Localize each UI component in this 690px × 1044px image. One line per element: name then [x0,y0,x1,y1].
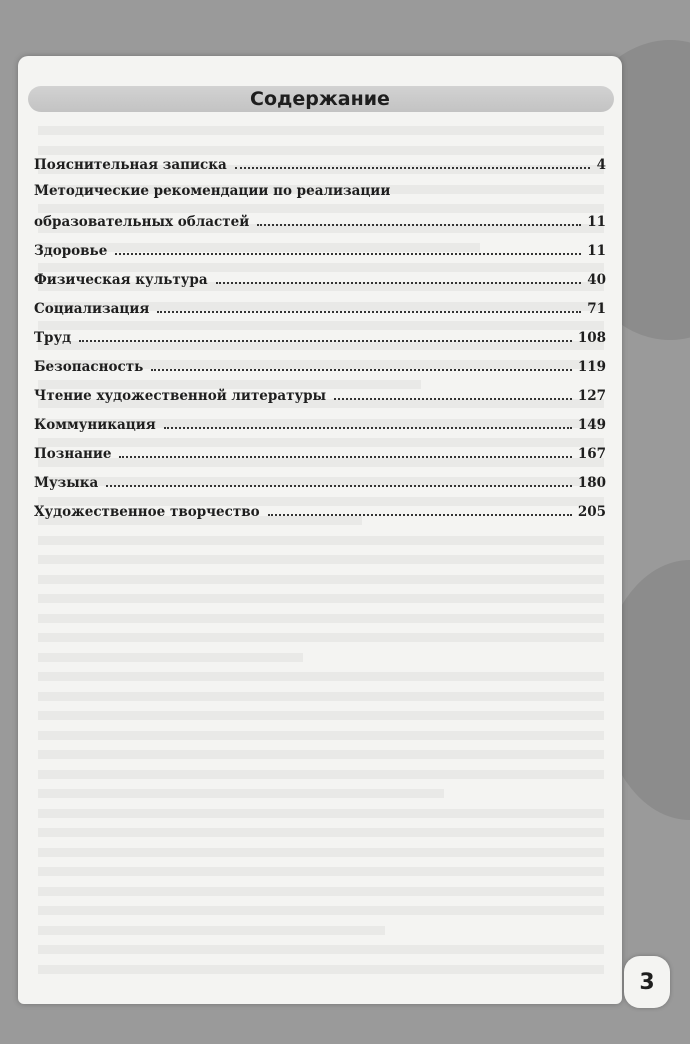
bleed-through-line [38,594,604,603]
book-page [18,56,622,1004]
toc-entry-page: 108 [577,330,606,346]
bleed-through-line [38,653,303,662]
toc-entry [34,462,606,491]
toc-entry-label: образовательных областей [34,214,250,230]
table-of-contents [34,144,606,520]
bleed-through-line [38,575,604,584]
dot-leader [79,340,572,342]
bleed-through-line [38,789,444,798]
page-title: Содержание [250,88,390,110]
bleed-through-line [38,750,604,759]
toc-entry-page: 71 [587,301,606,317]
toc-entry-label: Безопасность [34,359,144,375]
bleed-through-line [38,926,385,935]
toc-entry [34,288,606,317]
page-number: 3 [624,956,670,1008]
toc-entry [34,173,606,199]
dot-leader [151,369,572,371]
bleed-through-line [38,614,604,623]
bleed-through-line [38,692,604,701]
toc-entry-page: 167 [577,446,606,462]
dot-leader [268,514,572,516]
bleed-through-line [38,945,604,954]
bleed-through-line [38,126,604,135]
bleed-through-line [38,770,604,779]
dot-leader [157,311,581,313]
toc-entry [34,346,606,375]
dot-leader [334,398,572,400]
dot-leader [216,282,582,284]
dot-leader [257,224,581,226]
dot-leader [106,485,572,487]
toc-entry-label: Труд [34,330,72,346]
toc-entry-label: Методические рекомендации по реализации [34,183,391,199]
toc-entry [34,433,606,462]
bleed-through-line [38,848,604,857]
bleed-through-line [38,536,604,545]
toc-entry-page: 11 [587,243,606,259]
toc-entry-page: 11 [587,214,606,230]
toc-entry-label: Коммуникация [34,417,156,433]
toc-entry [34,230,606,259]
toc-entry [34,259,606,288]
bleed-through-line [38,809,604,818]
bleed-through-line [38,828,604,837]
toc-entry-label: Физическая культура [34,272,208,288]
bleed-through-line [38,555,604,564]
bleed-through-line [38,711,604,720]
toc-entry [34,491,606,520]
bleed-through-line [38,906,604,915]
toc-entry-label: Социализация [34,301,150,317]
toc-entry-label: Чтение художественной литературы [34,388,327,404]
toc-entry-page: 4 [596,157,606,173]
bleed-through-line [38,633,604,642]
dot-leader [115,253,581,255]
toc-entry [34,144,606,173]
bleed-through-line [38,731,604,740]
bleed-through-line [38,867,604,876]
toc-entry-page: 180 [577,475,606,491]
toc-entry [34,199,606,230]
toc-entry-page: 119 [577,359,606,375]
toc-entry-page: 149 [577,417,606,433]
toc-entry-page: 205 [577,504,606,520]
bleed-through-line [38,672,604,681]
bleed-through-line [38,887,604,896]
toc-entry-page: 40 [587,272,606,288]
toc-entry-page: 127 [577,388,606,404]
dot-leader [235,167,590,169]
toc-entry-label: Здоровье [34,243,108,259]
dot-leader [119,456,571,458]
toc-entry [34,375,606,404]
toc-entry-label: Художественное творчество [34,504,260,520]
toc-entry-label: Пояснительная записка [34,157,227,173]
toc-entry-label: Музыка [34,475,99,491]
toc-entry [34,317,606,346]
toc-entry-label: Познание [34,446,112,462]
dot-leader [164,427,572,429]
bleed-through-line [38,965,604,974]
toc-entry [34,404,606,433]
